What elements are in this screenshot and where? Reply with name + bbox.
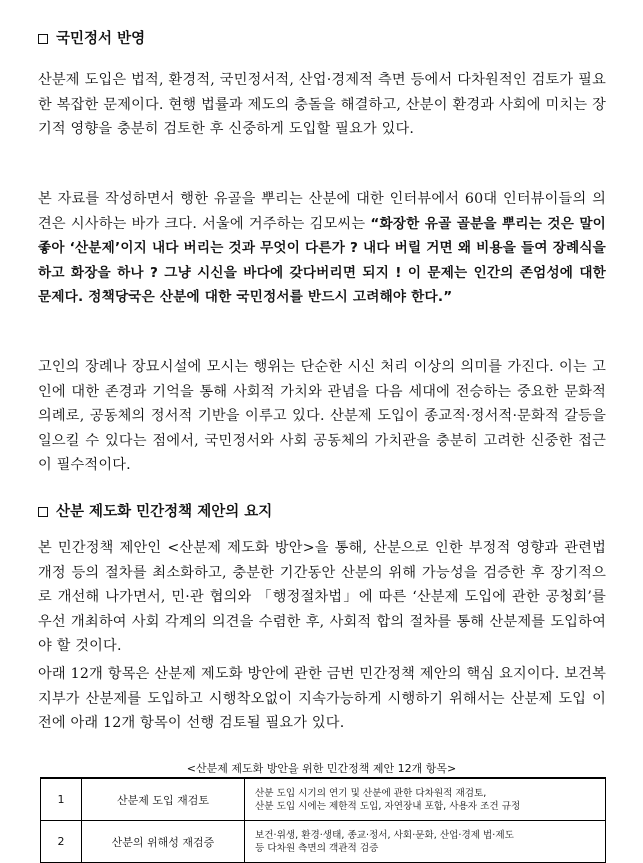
table-row [41, 821, 606, 863]
checkbox-square-icon [38, 34, 48, 44]
proposal-items-table [40, 777, 606, 863]
table-caption: <산분제 제도화 방안을 위한 민간정책 제안 12개 항목> [186, 762, 457, 775]
item-description-line: 산분 도입 시에는 제한적 도입, 자연장내 포함, 사용자 조건 규정 [255, 800, 521, 812]
item-title: 산분제 도입 재검토 [82, 778, 245, 821]
paragraph-interview [38, 187, 606, 310]
item-description-line: 산분 도입 시기의 연기 및 산분에 관한 다차원적 재검토, [255, 787, 487, 799]
item-description [245, 778, 606, 821]
item-description-line: 보건·위생, 환경·생태, 종교·정서, 사회·문화, 산업·경제 법·제도 [255, 829, 514, 841]
item-title: 산분의 위해성 재검증 [82, 821, 245, 863]
item-description-line: 등 다차원 측면의 객관적 검증 [255, 842, 379, 854]
interview-quote: “화장한 유골 골분을 뿌리는 것은 말이 좋아 ‘산분제’이지 내다 버리는 것과 무엇이 다른가 ? 내다 버릴 거면 왜 비용을 들여 장례식을 하고 화장을 하나 ? 그냥 시신을 바다에 갖다버리면 되지 ! 이 문제는 인간의 존엄성에 대한 문제다. 정책당국은 산분에 대한 국민정서를 반드시 고려해야 한다.” [38, 215, 607, 305]
checkbox-square-icon [38, 507, 48, 517]
paragraph-proposal-summary: 본 민간정책 제안인 <산분제 제도화 방안>을 통해, 산분으로 인한 부정적 영향과 관련법 개정 등의 절차를 최소화하고, 충분한 기간동안 산분의 위해 가능성을 검증한 후 장기적으로 개선해 나가면서, 민·관 협의와 「행정절차법」에 따른 ‘산분제 도입에 관한 공청회’를 우선 개최하여 사회 각계의 의견을 수렴한 후, 사회적 합의 절차를 통해 산분제를 도입하여야 할 것이다. [38, 540, 606, 654]
section-heading-policy-proposal [38, 500, 272, 521]
paragraph-twelve-items: 아래 12개 항목은 산분제 제도화 방안에 관한 금번 민간정책 제안의 핵심 요지이다. 보건복지부가 산분제를 도입하고 시행착오없이 지속가능하게 시행하기 위해서는 산분제 도입 이전에 아래 12개 항목이 선행 검토될 필요가 있다. [38, 666, 606, 731]
table-row [41, 778, 606, 821]
section-heading-text: 국민정서 반영 [56, 31, 146, 47]
paragraph-multidimensional-review: 산분제 도입은 법적, 환경적, 국민정서적, 산업·경제적 측면 등에서 다차원적인 검토가 필요한 복잡한 문제이다. 현행 법률과 제도의 충돌을 해결하고, 산분이 환경과 사회에 미치는 장기적 영향을 충분히 검토한 후 신중하게 도입할 필요가 있다. [38, 72, 606, 137]
paragraph-funeral-meaning: 고인의 장례나 장묘시설에 모시는 행위는 단순한 시신 처리 이상의 의미를 가진다. 이는 고인에 대한 존경과 기억을 통해 사회적 가치와 관념을 다음 세대에 전승하는 중요한 문화적 의례로, 공동체의 정서적 기반을 이루고 있다. 산분제 도입이 종교적·정서적·문화적 갈등을 일으킬 수 있다는 점에서, 국민정서와 사회 공동체의 가치관을 충분히 고려한 신중한 접근이 필수적이다. [38, 359, 606, 473]
item-number: 1 [41, 778, 82, 821]
item-description [245, 821, 606, 863]
section-heading-text: 산분 제도화 민간정책 제안의 요지 [56, 504, 273, 520]
item-number: 2 [41, 821, 82, 863]
interview-lead-text: 본 자료를 작성하면서 행한 유골을 뿌리는 산분에 대한 인터뷰에서 60대 인터뷰이들의 의견은 시사하는 바가 크다. 서울에 거주하는 김모씨는 [38, 191, 606, 232]
section-heading-public-sentiment [38, 27, 145, 48]
